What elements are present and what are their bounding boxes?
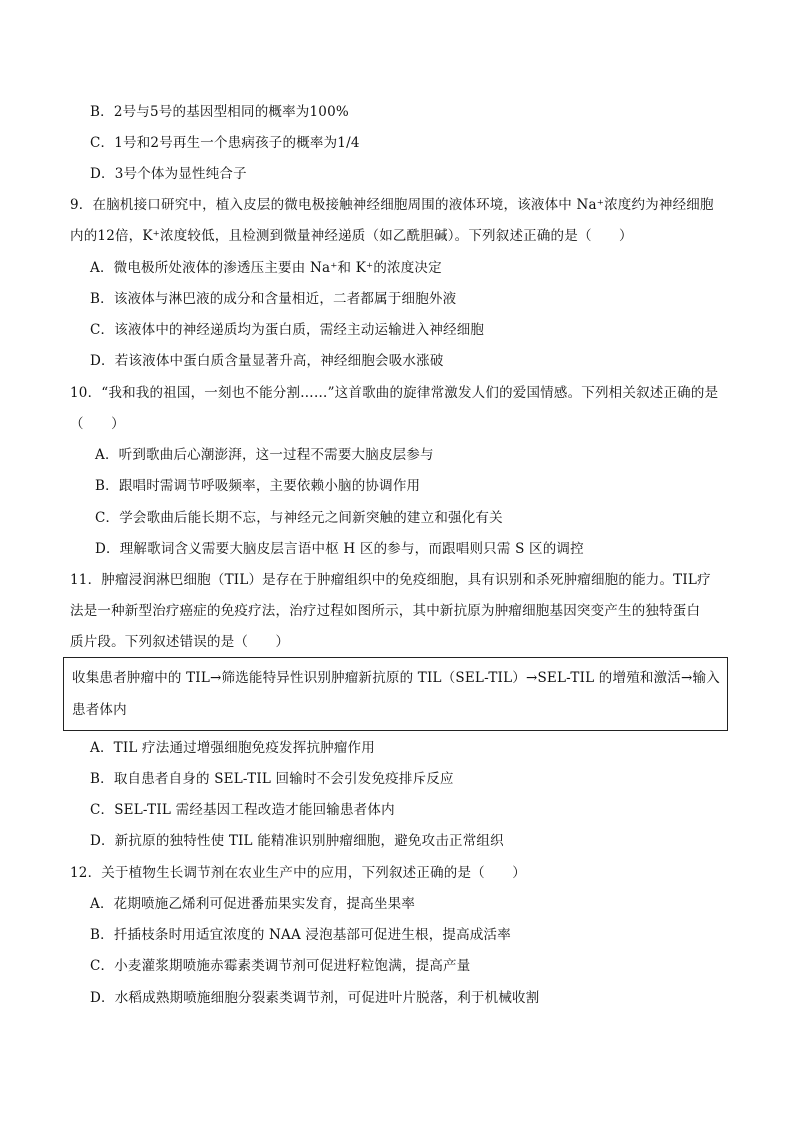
q9-option-a: A．微电极所处液体的渗透压主要由 Na⁺和 K⁺的浓度决定	[90, 260, 442, 276]
q11-process-line-2: 患者体内	[72, 702, 127, 718]
q10-option-c: C．学会歌曲后能长期不忘，与神经元之间新突触的建立和强化有关	[95, 510, 503, 526]
q12-option-a: A．花期喷施乙烯利可促进番茄果实发育，提高坐果率	[90, 896, 416, 912]
q11-process-box	[63, 657, 728, 731]
q12-option-c: C．小麦灌浆期喷施赤霉素类调节剂可促进籽粒饱满，提高产量	[90, 958, 471, 974]
q10-stem-line-2: （ ）	[70, 416, 125, 432]
q11-option-a: A．TIL 疗法通过增强细胞免疫发挥抗肿瘤作用	[90, 740, 375, 756]
q11-stem-line-2: 法是一种新型治疗癌症的免疫疗法，治疗过程如图所示，其中新抗原为肿瘤细胞基因突变产生的独特蛋白	[70, 603, 701, 619]
q8-option-c: C．1号和2号再生一个患病孩子的概率为1/4	[90, 135, 360, 151]
q9-option-c: C．该液体中的神经递质均为蛋白质，需经主动运输进入神经细胞	[90, 322, 485, 338]
q11-option-b: B．取自患者自身的 SEL-TIL 回输时不会引发免疫排斥反应	[90, 771, 454, 787]
q9-stem-line-1: 9．在脑机接口研究中，植入皮层的微电极接触神经细胞周围的液体环境，该液体中 Na⁺浓度约为神经细胞	[70, 197, 714, 213]
q8-option-b: B．2号与5号的基因型相同的概率为100%	[90, 104, 349, 120]
q10-option-a: A．听到歌曲后心潮澎湃，这一过程不需要大脑皮层参与	[95, 447, 434, 463]
q10-stem-line-1: 10．“我和我的祖国，一刻也不能分割……”这首歌曲的旋律常激发人们的爱国情感。下列相关叙述正确的是	[70, 385, 719, 401]
q12-stem-line-1: 12．关于植物生长调节剂在农业生产中的应用，下列叙述正确的是（ ）	[70, 865, 526, 881]
q12-option-b: B．扦插枝条时用适宜浓度的 NAA 浸泡基部可促进生根，提高成活率	[90, 927, 511, 943]
q11-stem-line-1: 11．肿瘤浸润淋巴细胞（TIL）是存在于肿瘤组织中的免疫细胞，具有识别和杀死肿瘤细胞的能力。TIL疗	[70, 572, 711, 588]
q11-option-d: D．新抗原的独特性使 TIL 能精准识别肿瘤细胞，避免攻击正常组织	[90, 833, 504, 849]
q12-option-d: D．水稻成熟期喷施细胞分裂素类调节剂，可促进叶片脱落，利于机械收割	[90, 990, 540, 1006]
q8-option-d: D．3号个体为显性纯合子	[90, 166, 247, 182]
q9-option-b: B．该液体与淋巴液的成分和含量相近，二者都属于细胞外液	[90, 291, 457, 307]
q10-option-d: D．理解歌词含义需要大脑皮层言语中枢 H 区的参与，而跟唱则只需 S 区的调控	[95, 541, 584, 557]
q11-process-line-1: 收集患者肿瘤中的 TIL→筛选能特异性识别肿瘤新抗原的 TIL（SEL-TIL）→SEL-TIL 的增殖和激活→输入	[72, 670, 720, 686]
q9-option-d: D．若该液体中蛋白质含量显著升高，神经细胞会吸水涨破	[90, 353, 444, 369]
q10-option-b: B．跟唱时需调节呼吸频率，主要依赖小脑的协调作用	[95, 478, 421, 494]
q9-stem-line-2: 内的12倍，K⁺浓度较低，且检测到微量神经递质（如乙酰胆碱）。下列叙述正确的是（ ）	[70, 228, 633, 244]
q11-stem-line-3: 质片段。下列叙述错误的是（ ）	[70, 634, 290, 650]
q11-option-c: C．SEL-TIL 需经基因工程改造才能回输患者体内	[90, 802, 395, 818]
